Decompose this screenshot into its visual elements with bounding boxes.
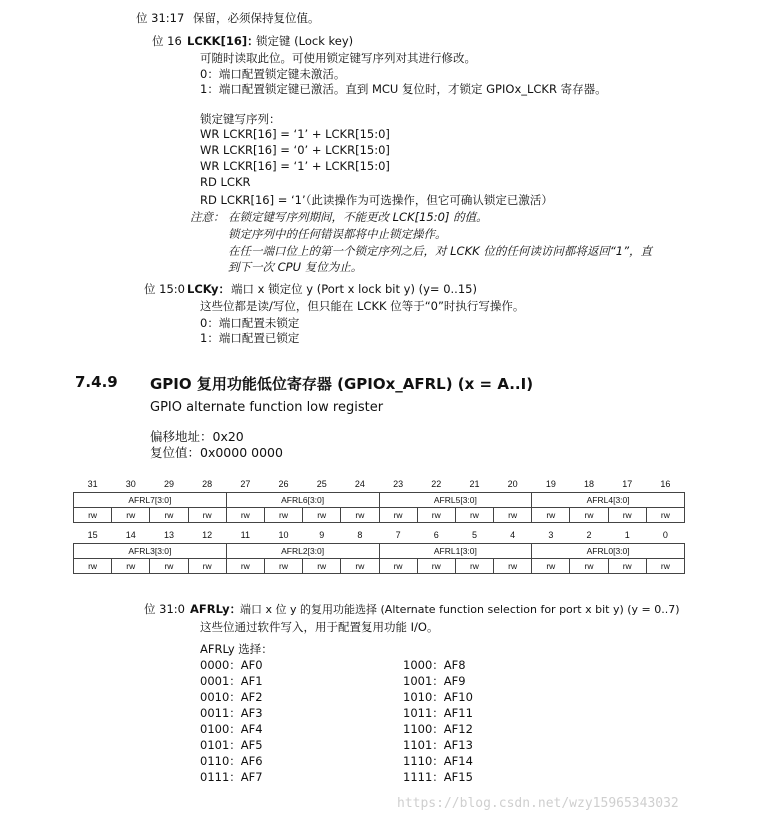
lock-seq-2: WR LCKR[16] = ‘0’ + LCKR[15:0] — [200, 143, 390, 157]
bit-number: 12 — [202, 529, 213, 540]
note-line-4: 到下一次 CPU 复位为止。 — [228, 260, 363, 274]
bit-number: 13 — [163, 529, 174, 540]
watermark: https://blog.csdn.net/wzy15965343032 — [397, 796, 679, 811]
access-rw: rw — [646, 559, 684, 574]
bit-number: 29 — [163, 478, 174, 489]
access-row — [74, 508, 685, 523]
access-rw: rw — [494, 559, 532, 574]
access-rw: rw — [455, 508, 493, 523]
bit-number: 2 — [586, 529, 592, 540]
reset-value: 复位值：0x0000 0000 — [150, 445, 283, 460]
bit-number: 31 — [87, 478, 98, 489]
note-line-2: 锁定序列中的任何错误都将中止锁定操作。 — [228, 227, 447, 241]
access-rw: rw — [341, 559, 379, 574]
field-afrl2: AFRL2[3:0] — [226, 544, 379, 559]
access-rw: rw — [494, 508, 532, 523]
bit-number: 25 — [316, 478, 327, 489]
af-left-5: 0101：AF5 — [200, 738, 263, 752]
access-rw: rw — [74, 559, 112, 574]
bit-number: 30 — [125, 478, 136, 489]
bit-number: 18 — [584, 478, 595, 489]
bit-number: 10 — [278, 529, 289, 540]
section-title: GPIO 复用功能低位寄存器 (GPIOx_AFRL) (x = A..I) — [150, 375, 534, 393]
field-afrl6: AFRL6[3:0] — [226, 493, 379, 508]
bit-number: 8 — [357, 529, 363, 540]
af-left-0: 0000：AF0 — [200, 658, 263, 672]
access-rw: rw — [455, 559, 493, 574]
af-left-4: 0100：AF4 — [200, 722, 263, 736]
lock-seq-1: WR LCKR[16] = ‘1’ + LCKR[15:0] — [200, 127, 390, 141]
bit-number: 14 — [125, 529, 136, 540]
field-afrl7: AFRL7[3:0] — [74, 493, 227, 508]
note-label: 注意： — [190, 210, 225, 224]
afrly-line: 这些位通过软件写入，用于配置复用功能 I/O。 — [200, 620, 439, 634]
field-afrl3: AFRL3[3:0] — [74, 544, 227, 559]
field-name-row — [74, 544, 685, 559]
bit-number: 4 — [510, 529, 516, 540]
access-rw: rw — [150, 559, 188, 574]
bit-15-0-line-3: 1：端口配置已锁定 — [200, 331, 300, 345]
afrly-title: 端口 x 位 y 的复用功能选择 (Alternate function selection for port x bit y) (y = 0..7) — [240, 603, 680, 616]
field-afrl1: AFRL1[3:0] — [379, 544, 532, 559]
access-rw: rw — [379, 508, 417, 523]
access-rw: rw — [341, 508, 379, 523]
bit-31-17-label: 位 31:17 — [136, 11, 185, 25]
bit-number: 22 — [431, 478, 442, 489]
access-rw: rw — [188, 559, 226, 574]
bit-number: 16 — [660, 478, 671, 489]
bit-15-0-line-2: 0：端口配置未锁定 — [200, 316, 300, 330]
access-rw: rw — [608, 508, 646, 523]
bit-number: 17 — [622, 478, 633, 489]
afrly-bits-label: 位 31:0 — [144, 602, 185, 616]
af-left-2: 0010：AF2 — [200, 690, 263, 704]
access-rw: rw — [112, 559, 150, 574]
af-right-4: 1100：AF12 — [403, 722, 473, 736]
note-line-1: 在锁定键写序列期间，不能更改 LCK[15:0] 的值。 — [228, 210, 488, 224]
section-subtitle: GPIO alternate function low register — [150, 400, 384, 415]
access-rw: rw — [264, 508, 302, 523]
bit-15-0-line-1: 这些位都是读/写位，但只能在 LCKK 位等于“0”时执行写操作。 — [200, 299, 525, 313]
bit-31-17-desc: 保留，必须保持复位值。 — [193, 11, 320, 25]
access-row — [74, 559, 685, 574]
bit-15-0-title: 端口 x 锁定位 y (Port x lock bit y) (y= 0..15) — [231, 282, 477, 296]
bit-number: 27 — [240, 478, 251, 489]
register-table-high — [73, 475, 685, 523]
bit-number: 3 — [548, 529, 554, 540]
field-afrl5: AFRL5[3:0] — [379, 493, 532, 508]
access-rw: rw — [570, 559, 608, 574]
bit-16-name: LCKK[16]： — [187, 34, 259, 48]
bit-number: 21 — [469, 478, 480, 489]
bit-number: 24 — [354, 478, 365, 489]
af-right-0: 1000：AF8 — [403, 658, 466, 672]
field-afrl0: AFRL0[3:0] — [532, 544, 685, 559]
access-rw: rw — [646, 508, 684, 523]
bit-16-line-3: 1：端口配置锁定键已激活。直到 MCU 复位时，才锁定 GPIOx_LCKR 寄存器。 — [200, 82, 607, 96]
bit-16-title: 锁定键 (Lock key) — [256, 34, 354, 48]
access-rw: rw — [417, 559, 455, 574]
bit-number-row — [74, 475, 685, 493]
access-rw: rw — [608, 559, 646, 574]
bit-16-line-1: 可随时读取此位。可使用锁定键写序列对其进行修改。 — [200, 51, 476, 65]
bit-15-0-name: LCKy： — [187, 282, 230, 296]
access-rw: rw — [532, 559, 570, 574]
af-right-3: 1011：AF11 — [403, 706, 473, 720]
af-left-6: 0110：AF6 — [200, 754, 263, 768]
bit-number: 5 — [471, 529, 477, 540]
field-afrl4: AFRL4[3:0] — [532, 493, 685, 508]
access-rw: rw — [303, 508, 341, 523]
lock-seq-3: WR LCKR[16] = ‘1’ + LCKR[15:0] — [200, 159, 390, 173]
bit-number: 1 — [624, 529, 630, 540]
access-rw: rw — [226, 559, 264, 574]
af-right-1: 1001：AF9 — [403, 674, 466, 688]
bit-number: 28 — [202, 478, 213, 489]
field-name-row — [74, 493, 685, 508]
access-rw: rw — [74, 508, 112, 523]
bit-number: 7 — [395, 529, 401, 540]
bit-number: 15 — [87, 529, 98, 540]
bit-number: 9 — [319, 529, 325, 540]
note-line-3: 在任一端口位上的第一个锁定序列之后，对 LCKK 位的任何读访问都将返回“1”，直 — [228, 244, 653, 258]
lock-sequence-title: 锁定键写序列： — [200, 112, 281, 126]
access-rw: rw — [417, 508, 455, 523]
af-right-2: 1010：AF10 — [403, 690, 473, 704]
access-rw: rw — [379, 559, 417, 574]
afrly-select-title: AFRLy 选择： — [200, 642, 273, 656]
afrly-name: AFRLy： — [190, 602, 242, 616]
access-rw: rw — [570, 508, 608, 523]
access-rw: rw — [112, 508, 150, 523]
af-left-3: 0011：AF3 — [200, 706, 263, 720]
af-left-1: 0001：AF1 — [200, 674, 263, 688]
af-right-6: 1110：AF14 — [403, 754, 473, 768]
offset-address: 偏移地址：0x20 — [150, 429, 244, 444]
bit-number: 0 — [662, 529, 668, 540]
access-rw: rw — [264, 559, 302, 574]
bit-number: 11 — [240, 529, 251, 540]
bit-number: 20 — [507, 478, 518, 489]
bit-number: 23 — [393, 478, 404, 489]
access-rw: rw — [188, 508, 226, 523]
bit-number: 6 — [433, 529, 439, 540]
access-rw: rw — [226, 508, 264, 523]
access-rw: rw — [532, 508, 570, 523]
af-right-7: 1111：AF15 — [403, 770, 473, 784]
bit-15-0-label: 位 15:0 — [144, 282, 185, 296]
bit-number-row — [74, 526, 685, 544]
af-left-7: 0111：AF7 — [200, 770, 263, 784]
af-right-5: 1101：AF13 — [403, 738, 473, 752]
lock-seq-5: RD LCKR[16] = ‘1’（此读操作为可选操作，但它可确认锁定已激活） — [200, 193, 553, 207]
section-number: 7.4.9 — [75, 373, 118, 391]
access-rw: rw — [150, 508, 188, 523]
lock-seq-4: RD LCKR — [200, 175, 251, 189]
bit-number: 26 — [278, 478, 289, 489]
bit-16-line-2: 0：端口配置锁定键未激活。 — [200, 67, 346, 81]
bit-number: 19 — [545, 478, 556, 489]
bit-16-label: 位 16 — [152, 34, 182, 48]
register-table-low — [73, 526, 685, 574]
access-rw: rw — [303, 559, 341, 574]
